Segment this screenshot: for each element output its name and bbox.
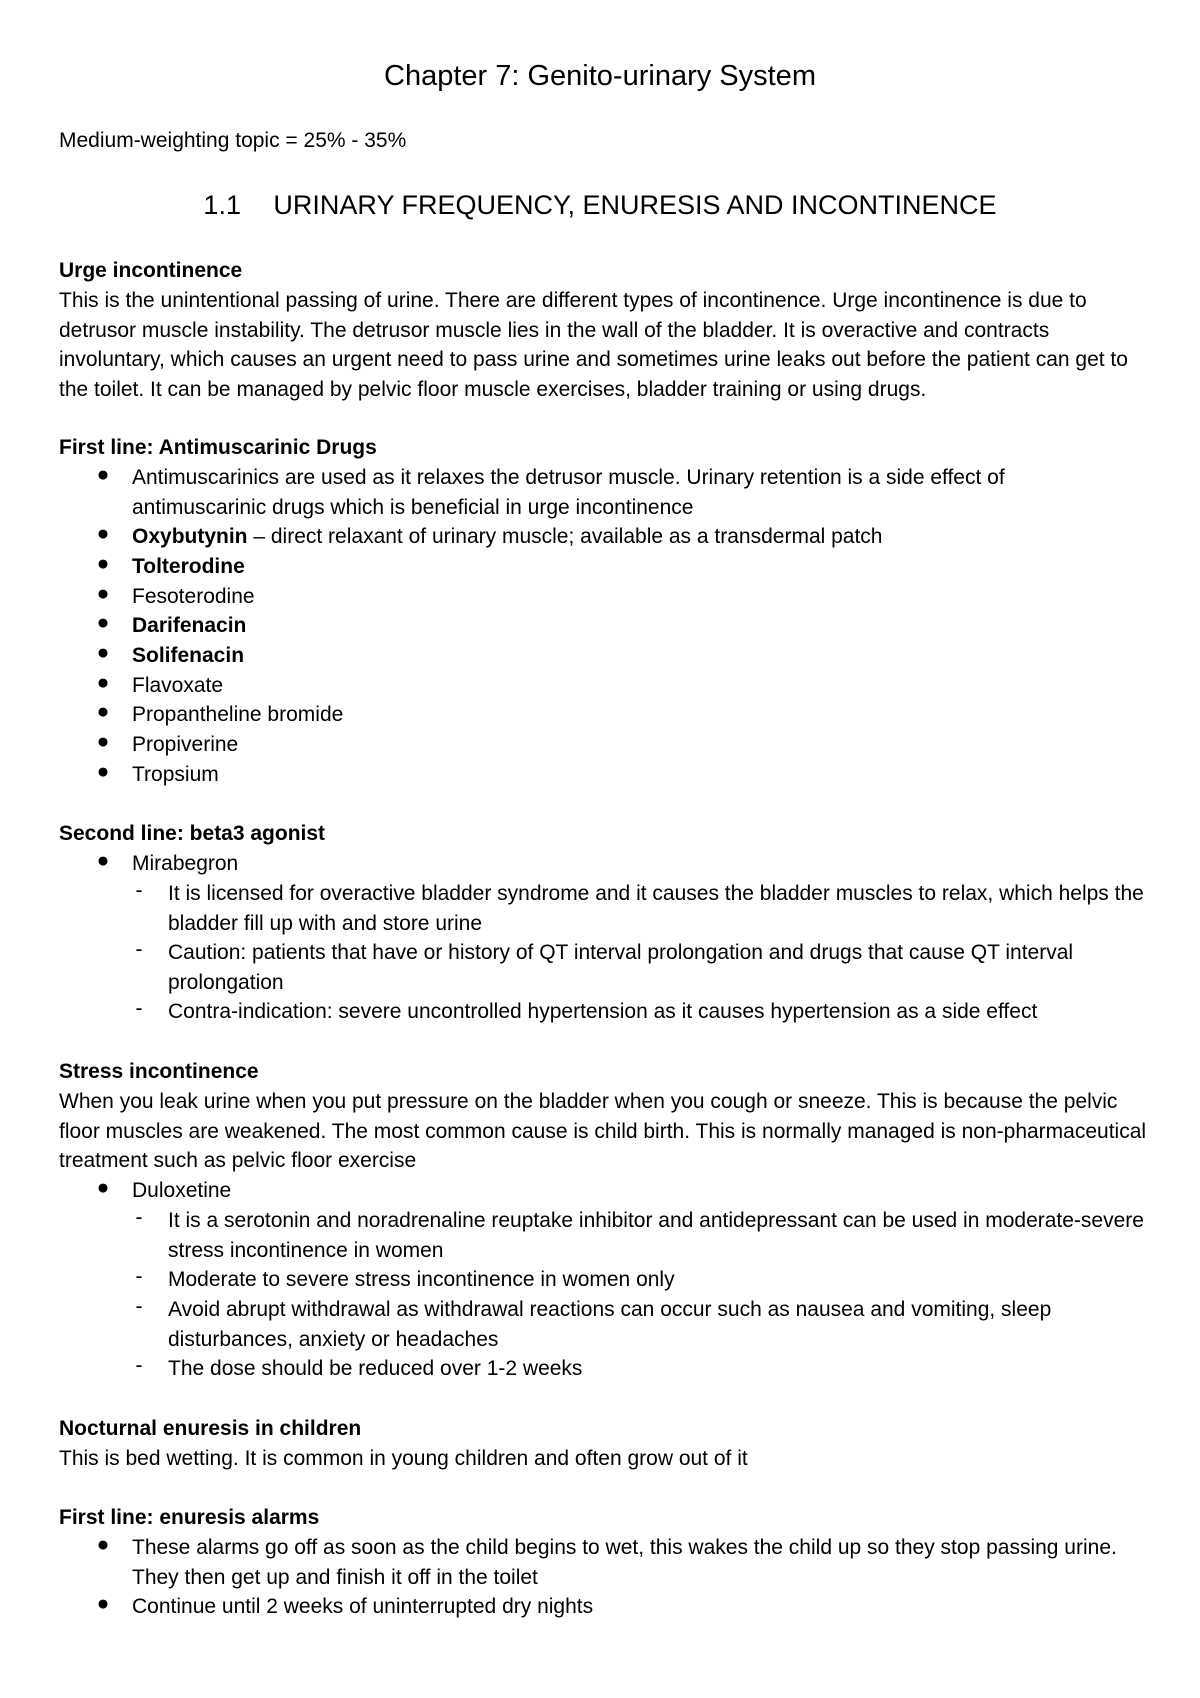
list-item: Propantheline bromide — [132, 703, 344, 726]
sub-list-item: Moderate to severe stress incontinence in women only — [168, 1268, 675, 1291]
sub-list-item: Contra-indication: severe uncontrolled hypertension as it causes hypertension as a side effect — [168, 1000, 1038, 1023]
bullet-icon: ● — [96, 730, 110, 753]
dash-icon: - — [135, 997, 143, 1020]
dash-icon: - — [135, 1354, 143, 1377]
urge-heading: Urge incontinence — [59, 259, 243, 282]
list-item: Continue until 2 weeks of uninterrupted dry nights — [132, 1595, 594, 1618]
sub-list-item: The dose should be reduced over 1-2 weeks — [168, 1357, 583, 1380]
list-item: Tolterodine — [132, 555, 245, 578]
bullet-icon: ● — [96, 552, 110, 575]
list-item: Flavoxate — [132, 674, 224, 697]
list-item: Tropsium — [132, 763, 219, 786]
section-title: URINARY FREQUENCY, ENURESIS AND INCONTINENCE — [273, 190, 997, 220]
list-item: Antimuscarinics are used as it relaxes the detrusor muscle. Urinary retention is a side effect of antimuscarinic drugs which is beneficial in urge incontinence — [132, 466, 1005, 519]
drug-name: Oxybutynin — [132, 525, 248, 548]
bullet-icon: ● — [96, 760, 110, 783]
bullet-icon: ● — [96, 1592, 110, 1615]
stress-heading: Stress incontinence — [59, 1060, 259, 1083]
section-heading — [0, 190, 1200, 221]
bullet-icon: ● — [96, 641, 110, 664]
first-line-heading: First line: Antimuscarinic Drugs — [59, 436, 377, 459]
dash-icon: - — [135, 1265, 143, 1288]
bullet-icon: ● — [96, 611, 110, 634]
list-item: Solifenacin — [132, 644, 245, 667]
stress-body: When you leak urine when you put pressure on the bladder when you cough or sneeze. This is because the pelvic floor muscles are weakened. The most common cause is child birth. This is normally managed is non-pharmaceutical treatment such as pelvic floor exercise — [59, 1090, 1147, 1173]
sub-list-item: It is licensed for overactive bladder syndrome and it causes the bladder muscles to relax, which helps the bladder fill up with and store urine — [168, 882, 1144, 935]
list-item: These alarms go off as soon as the child begins to wet, this wakes the child up so they stop passing urine. They then get up and finish it off in the toilet — [132, 1536, 1117, 1589]
list-item: Propiverine — [132, 733, 239, 756]
bullet-icon: ● — [96, 1176, 110, 1199]
weighting-note: Medium-weighting topic = 25% - 35% — [59, 129, 407, 152]
list-item: Duloxetine — [132, 1179, 232, 1202]
bullet-icon: ● — [96, 849, 110, 872]
bullet-icon: ● — [96, 463, 110, 486]
urge-body: This is the unintentional passing of urine. There are different types of incontinence. Urge incontinence is due to detrusor muscle instability. The detrusor muscle lies in the wall of the bladder. It is overactive and contracts involuntary, which causes an urgent need to pass urine and sometimes urine leaks out before the patient can get to the toilet. It can be managed by pelvic floor muscle exercises, bladder training or using drugs. — [59, 289, 1128, 402]
dash-icon: - — [135, 879, 143, 902]
list-item: Mirabegron — [132, 852, 239, 875]
nocturnal-heading: Nocturnal enuresis in children — [59, 1417, 362, 1440]
dash-icon: - — [135, 938, 143, 961]
sub-list-item: Avoid abrupt withdrawal as withdrawal reactions can occur such as nausea and vomiting, sleep disturbances, anxiety or headaches — [168, 1298, 1052, 1351]
section-number: 1.1 — [203, 190, 241, 220]
chapter-title: Chapter 7: Genito-urinary System — [384, 60, 816, 92]
bullet-icon: ● — [96, 700, 110, 723]
dash-icon: - — [135, 1206, 143, 1229]
second-line-heading: Second line: beta3 agonist — [59, 822, 326, 845]
bullet-icon: ● — [96, 1533, 110, 1556]
dash-icon: - — [135, 1295, 143, 1318]
nocturnal-body: This is bed wetting. It is common in young children and often grow out of it — [59, 1447, 748, 1470]
sub-list-item: Caution: patients that have or history of QT interval prolongation and drugs that cause QT interval prolongation — [168, 941, 1074, 994]
list-item — [132, 522, 1142, 552]
drug-description: – direct relaxant of urinary muscle; available as a transdermal patch — [247, 525, 883, 548]
bullet-icon: ● — [96, 522, 110, 545]
alarms-heading: First line: enuresis alarms — [59, 1506, 320, 1529]
list-item: Darifenacin — [132, 614, 247, 637]
sub-list-item: It is a serotonin and noradrenaline reuptake inhibitor and antidepressant can be used in moderate-severe stress incontinence in women — [168, 1209, 1144, 1262]
bullet-icon: ● — [96, 671, 110, 694]
list-item: Fesoterodine — [132, 585, 255, 608]
bullet-icon: ● — [96, 582, 110, 605]
